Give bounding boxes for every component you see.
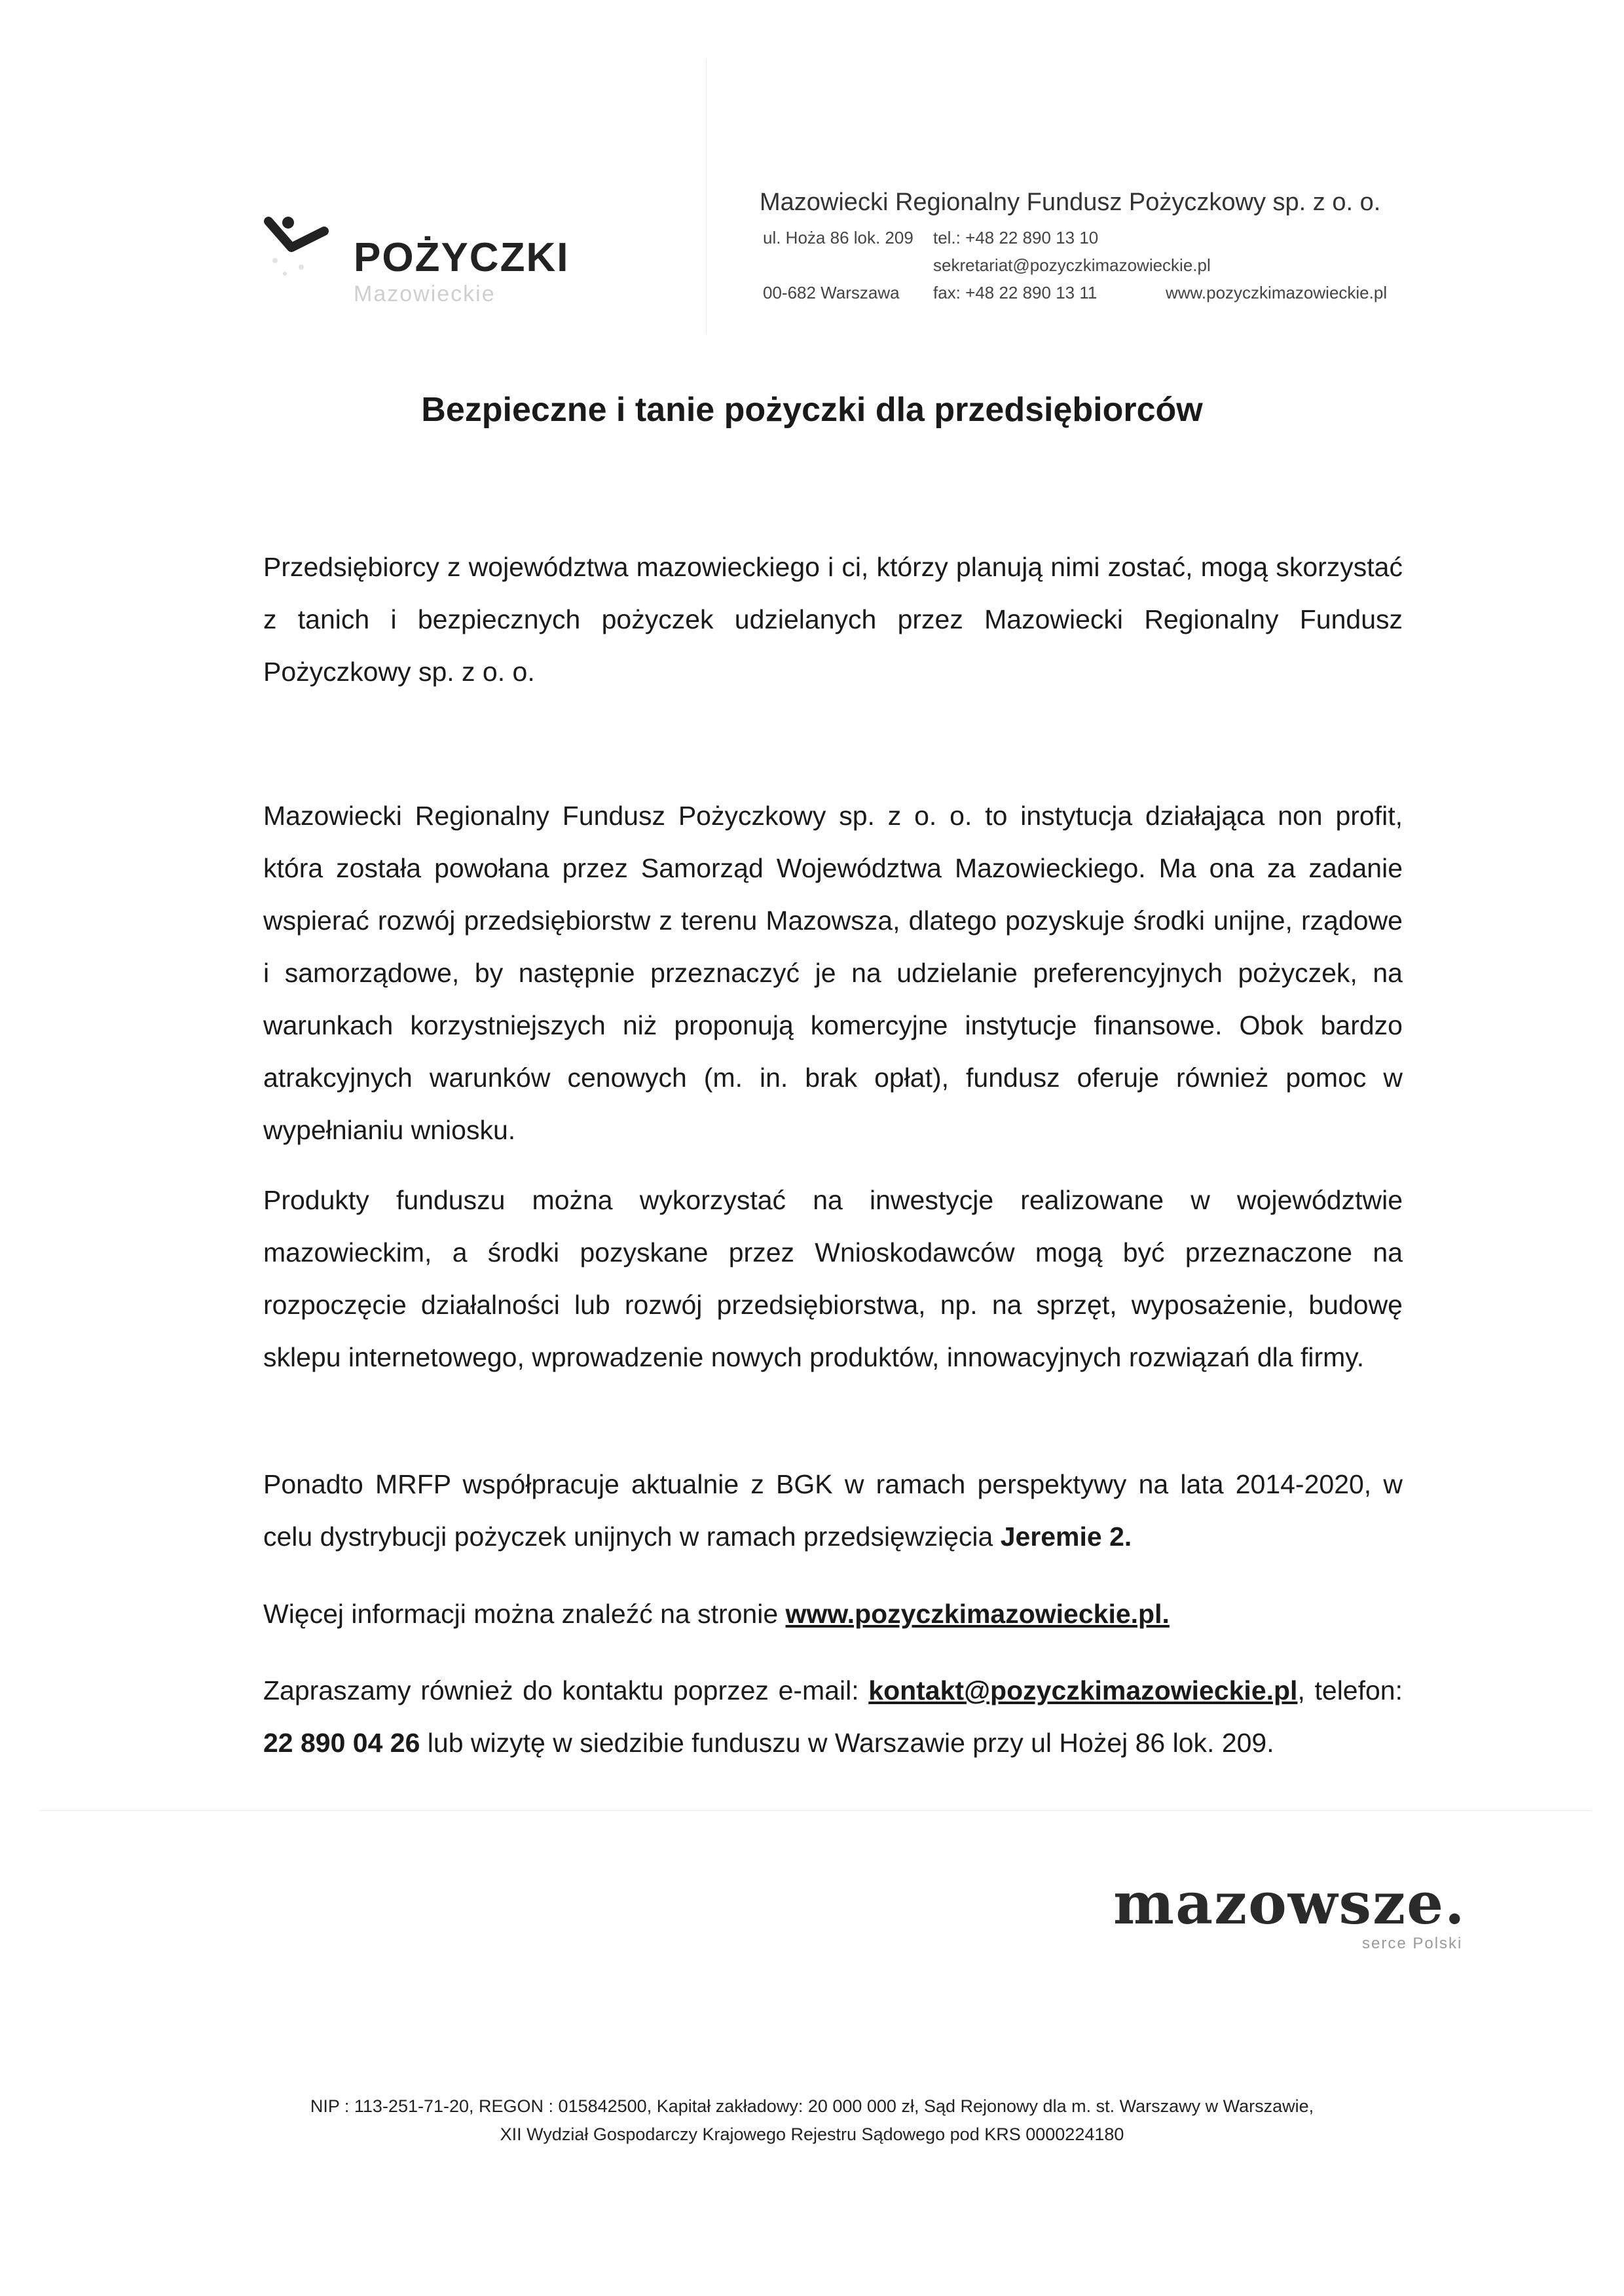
paragraph-3-text: Produkty funduszu można wykorzystać na inwestycje realizowane w województwie mazowieckim, a środki pozyskane przez Wnioskodawców mogą być przeznaczone na rozpoczęcie działalności lub rozwój przedsiębiorstwa, np. na sprzęt, wyposażenie, budowę sklepu internetowego, wprowadzenie nowych produktów, innowacyjnych rozwiązań dla firmy. bbox=[263, 1185, 1403, 1372]
paragraph-1 bbox=[263, 541, 1403, 698]
address-city: 00-682 Warszawa bbox=[763, 283, 900, 302]
header-fax: fax: +48 22 890 13 11 bbox=[933, 283, 1098, 302]
paragraph-4-prefix: Ponadto MRFP współpracuje aktualnie z BGK w ramach perspektywy na lata 2014-2020, w celu dystrybucji pożyczek unijnych w ramach przedsięwzięcia bbox=[263, 1469, 1403, 1552]
paragraph-6 bbox=[263, 1664, 1403, 1769]
footer-line-2: XII Wydział Gospodarczy Krajowego Rejestru Sądowego pod KRS 0000224180 bbox=[500, 2124, 1124, 2144]
pozyczki-logo bbox=[262, 208, 570, 313]
paragraph-5-text bbox=[263, 1588, 1403, 1640]
pozyczki-logo-mark-icon bbox=[262, 208, 334, 280]
website-link[interactable]: www.pozyczkimazowieckie.pl. bbox=[785, 1599, 1170, 1629]
paragraph-4 bbox=[263, 1458, 1403, 1563]
paragraph-6-prefix: Zapraszamy również do kontaktu poprzez e-mail: bbox=[263, 1675, 869, 1705]
header-phone: tel.: +48 22 890 13 10 bbox=[933, 228, 1099, 247]
paragraph-2-text: Mazowiecki Regionalny Fundusz Pożyczkowy sp. z o. o. to instytucja działająca non profit, która została powołana przez Samorząd Województwa Mazowieckiego. Ma ona za zadanie wspierać rozwój przedsiębiorstw z terenu Mazowsza, dlatego pozyskuje środki unijne, rządowe i samorządowe, by następnie przeznaczyć je na udzielanie preferencyjnych pożyczek, na warunkach korzystniejszych niż proponują komercyjne instytucje finansowe. Obok bardzo atrakcyjnych warunków cenowych (m. in. brak opłat), fundusz oferuje również pomoc w wypełnianiu wniosku. bbox=[263, 801, 1403, 1145]
paragraph-5 bbox=[263, 1588, 1403, 1640]
jeremie-program-name: Jeremie 2. bbox=[1000, 1522, 1132, 1552]
footer-line-1: NIP : 113-251-71-20, REGON : 015842500, Kapitał zakładowy: 20 000 000 zł, Sąd Rejonowy dla m. st. Warszawy w Warszawie, bbox=[310, 2096, 1314, 2116]
header-divider bbox=[706, 59, 707, 334]
paragraph-5-prefix: Więcej informacji można znaleźć na stronie bbox=[263, 1599, 786, 1629]
contact-phone: 22 890 04 26 bbox=[263, 1728, 420, 1758]
paragraph-4-text bbox=[263, 1458, 1403, 1563]
company-name: Mazowiecki Regionalny Fundusz Pożyczkowy sp. z o. o. bbox=[760, 189, 1381, 216]
document-title: Bezpieczne i tanie pożyczki dla przedsiębiorców bbox=[421, 391, 1203, 429]
mazowsze-logo bbox=[1113, 1869, 1493, 1961]
contact-email-link[interactable]: kontakt@pozyczkimazowieckie.pl bbox=[868, 1675, 1298, 1705]
address-street: ul. Hoża 86 lok. 209 bbox=[763, 228, 913, 247]
paragraph-6-suffix: lub wizytę w siedzibie funduszu w Warszawie przy ul Hożej 86 lok. 209. bbox=[420, 1728, 1274, 1758]
paragraph-2 bbox=[263, 790, 1403, 1156]
mazowsze-tagline: serce Polski bbox=[1362, 1935, 1463, 1952]
logo-title: POŻYCZKI bbox=[354, 235, 570, 280]
footer-divider bbox=[39, 1810, 1591, 1811]
header-website: www.pozyczkimazowieckie.pl bbox=[1166, 283, 1388, 302]
paragraph-6-mid: , telefon: bbox=[1297, 1675, 1403, 1705]
paragraph-6-text bbox=[263, 1664, 1403, 1769]
paragraph-3 bbox=[263, 1174, 1403, 1383]
paragraph-1-text: Przedsiębiorcy z województwa mazowieckiego i ci, którzy planują nimi zostać, mogą skorzystać z tanich i bezpiecznych pożyczek udzielanych przez Mazowiecki Regionalny Fundusz Pożyczkowy sp. z o. o. bbox=[263, 552, 1403, 687]
logo-subtitle: Mazowieckie bbox=[354, 282, 496, 306]
header-email: sekretariat@pozyczkimazowieckie.pl bbox=[933, 255, 1211, 275]
mazowsze-logo-text: mazowsze. bbox=[1113, 1869, 1466, 1937]
